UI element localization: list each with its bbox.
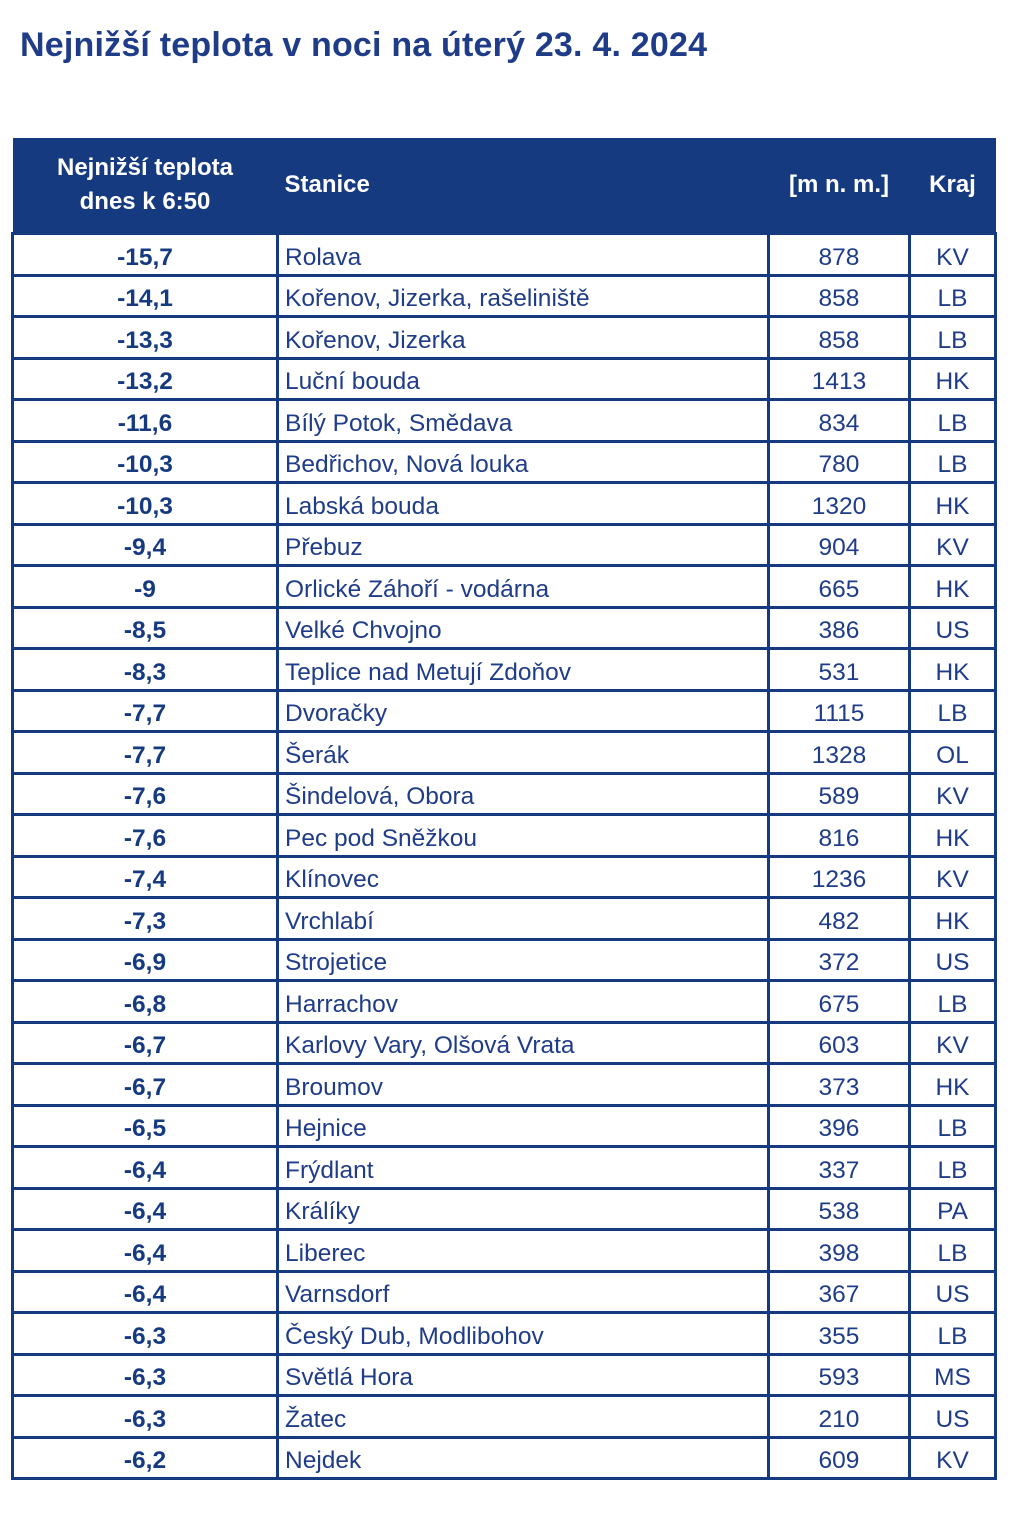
cell-temperature: -6,7: [13, 1022, 278, 1064]
cell-region: KV: [910, 856, 996, 898]
cell-region: KV: [910, 1437, 996, 1479]
table-row: [13, 1188, 996, 1230]
column-header-station: Stanice: [278, 138, 769, 234]
cell-temperature: -6,3: [13, 1354, 278, 1396]
cell-altitude: 1328: [769, 732, 910, 774]
table-row: [13, 1354, 996, 1396]
cell-altitude: 373: [769, 1064, 910, 1106]
cell-temperature: -6,4: [13, 1230, 278, 1272]
cell-temperature: -6,3: [13, 1313, 278, 1355]
column-header-region: Kraj: [910, 138, 996, 234]
table-row: [13, 441, 996, 483]
cell-region: LB: [910, 441, 996, 483]
cell-temperature: -11,6: [13, 400, 278, 442]
cell-region: HK: [910, 649, 996, 691]
cell-altitude: 386: [769, 607, 910, 649]
cell-region: HK: [910, 566, 996, 608]
table-row: [13, 1064, 996, 1106]
cell-temperature: -6,8: [13, 981, 278, 1023]
cell-altitude: 609: [769, 1437, 910, 1479]
cell-altitude: 834: [769, 400, 910, 442]
cell-station: Bílý Potok, Smědava: [278, 400, 769, 442]
cell-region: LB: [910, 400, 996, 442]
cell-temperature: -8,5: [13, 607, 278, 649]
table-row: [13, 524, 996, 566]
table-row: [13, 690, 996, 732]
cell-region: US: [910, 1396, 996, 1438]
cell-station: Harrachov: [278, 981, 769, 1023]
cell-altitude: 858: [769, 275, 910, 317]
cell-temperature: -7,6: [13, 773, 278, 815]
cell-station: Dvoračky: [278, 690, 769, 732]
cell-temperature: -7,7: [13, 732, 278, 774]
cell-station: Šerák: [278, 732, 769, 774]
column-header-temperature: [13, 138, 278, 234]
cell-altitude: 1115: [769, 690, 910, 732]
cell-altitude: 878: [769, 234, 910, 276]
cell-temperature: -6,4: [13, 1188, 278, 1230]
cell-station: Králíky: [278, 1188, 769, 1230]
cell-temperature: -7,7: [13, 690, 278, 732]
cell-altitude: 1320: [769, 483, 910, 525]
column-header-temperature-line2: dnes k 6:50: [79, 188, 211, 215]
table-row: [13, 898, 996, 940]
cell-region: LB: [910, 690, 996, 732]
cell-temperature: -6,5: [13, 1105, 278, 1147]
cell-station: Liberec: [278, 1230, 769, 1272]
column-header-temperature-line1: Nejnižší teplota: [56, 154, 234, 181]
cell-region: HK: [910, 1064, 996, 1106]
cell-station: Orlické Záhoří - vodárna: [278, 566, 769, 608]
table-row: [13, 358, 996, 400]
column-header-altitude: [m n. m.]: [769, 138, 910, 234]
cell-region: LB: [910, 981, 996, 1023]
cell-temperature: -9: [13, 566, 278, 608]
cell-temperature: -13,2: [13, 358, 278, 400]
cell-station: Šindelová, Obora: [278, 773, 769, 815]
cell-temperature: -6,9: [13, 939, 278, 981]
cell-region: LB: [910, 317, 996, 359]
cell-station: Broumov: [278, 1064, 769, 1106]
cell-station: Hejnice: [278, 1105, 769, 1147]
cell-altitude: 210: [769, 1396, 910, 1438]
cell-region: KV: [910, 234, 996, 276]
cell-altitude: 355: [769, 1313, 910, 1355]
table-row: [13, 317, 996, 359]
cell-temperature: -6,7: [13, 1064, 278, 1106]
cell-station: Varnsdorf: [278, 1271, 769, 1313]
cell-region: PA: [910, 1188, 996, 1230]
table-row: [13, 1230, 996, 1272]
table-row: [13, 275, 996, 317]
cell-station: Kořenov, Jizerka, rašeliniště: [278, 275, 769, 317]
table-row: [13, 649, 996, 691]
cell-temperature: -6,4: [13, 1147, 278, 1189]
cell-station: Karlovy Vary, Olšová Vrata: [278, 1022, 769, 1064]
cell-region: US: [910, 607, 996, 649]
cell-altitude: 398: [769, 1230, 910, 1272]
cell-station: Přebuz: [278, 524, 769, 566]
cell-altitude: 858: [769, 317, 910, 359]
cell-temperature: -7,6: [13, 815, 278, 857]
cell-temperature: -14,1: [13, 275, 278, 317]
cell-region: MS: [910, 1354, 996, 1396]
cell-temperature: -10,3: [13, 441, 278, 483]
cell-temperature: -9,4: [13, 524, 278, 566]
cell-station: Vrchlabí: [278, 898, 769, 940]
cell-altitude: 665: [769, 566, 910, 608]
table-row: [13, 981, 996, 1023]
table-row: [13, 1437, 996, 1479]
cell-altitude: 780: [769, 441, 910, 483]
table-row: [13, 815, 996, 857]
cell-station: Klínovec: [278, 856, 769, 898]
cell-region: LB: [910, 275, 996, 317]
table-row: [13, 400, 996, 442]
cell-temperature: -6,3: [13, 1396, 278, 1438]
cell-temperature: -6,4: [13, 1271, 278, 1313]
cell-region: KV: [910, 1022, 996, 1064]
cell-station: Strojetice: [278, 939, 769, 981]
table-row: [13, 607, 996, 649]
cell-station: Kořenov, Jizerka: [278, 317, 769, 359]
header-row: [13, 138, 996, 234]
cell-region: KV: [910, 773, 996, 815]
cell-region: OL: [910, 732, 996, 774]
cell-altitude: 675: [769, 981, 910, 1023]
cell-station: Labská bouda: [278, 483, 769, 525]
cell-station: Pec pod Sněžkou: [278, 815, 769, 857]
cell-temperature: -7,3: [13, 898, 278, 940]
cell-altitude: 367: [769, 1271, 910, 1313]
cell-altitude: 816: [769, 815, 910, 857]
table-body: [13, 234, 996, 1479]
cell-altitude: 372: [769, 939, 910, 981]
cell-region: HK: [910, 483, 996, 525]
cell-station: Luční bouda: [278, 358, 769, 400]
table-row: [13, 1313, 996, 1355]
table-row: [13, 773, 996, 815]
cell-altitude: 904: [769, 524, 910, 566]
cell-altitude: 603: [769, 1022, 910, 1064]
table-row: [13, 732, 996, 774]
cell-station: Nejdek: [278, 1437, 769, 1479]
cell-station: Rolava: [278, 234, 769, 276]
cell-region: US: [910, 939, 996, 981]
cell-altitude: 589: [769, 773, 910, 815]
cell-station: Světlá Hora: [278, 1354, 769, 1396]
table-row: [13, 483, 996, 525]
cell-region: HK: [910, 898, 996, 940]
table-header: [13, 138, 996, 234]
table-row: [13, 1396, 996, 1438]
cell-temperature: -7,4: [13, 856, 278, 898]
temperature-table: [11, 138, 997, 1480]
table-row: [13, 1271, 996, 1313]
cell-station: Bedřichov, Nová louka: [278, 441, 769, 483]
cell-altitude: 482: [769, 898, 910, 940]
cell-region: LB: [910, 1147, 996, 1189]
cell-region: US: [910, 1271, 996, 1313]
cell-region: HK: [910, 815, 996, 857]
cell-altitude: 337: [769, 1147, 910, 1189]
page-title: Nejnižší teplota v noci na úterý 23. 4. 2024: [20, 26, 708, 64]
table-row: [13, 566, 996, 608]
cell-altitude: 593: [769, 1354, 910, 1396]
cell-region: KV: [910, 524, 996, 566]
table-row: [13, 1022, 996, 1064]
cell-altitude: 538: [769, 1188, 910, 1230]
cell-region: LB: [910, 1230, 996, 1272]
cell-altitude: 1236: [769, 856, 910, 898]
table-row: [13, 234, 996, 276]
cell-temperature: -8,3: [13, 649, 278, 691]
cell-station: Teplice nad Metují Zdoňov: [278, 649, 769, 691]
table-row: [13, 1147, 996, 1189]
cell-altitude: 396: [769, 1105, 910, 1147]
cell-station: Frýdlant: [278, 1147, 769, 1189]
cell-temperature: -6,2: [13, 1437, 278, 1479]
cell-station: Český Dub, Modlibohov: [278, 1313, 769, 1355]
cell-region: LB: [910, 1313, 996, 1355]
cell-region: HK: [910, 358, 996, 400]
table-row: [13, 939, 996, 981]
cell-temperature: -10,3: [13, 483, 278, 525]
cell-region: LB: [910, 1105, 996, 1147]
cell-temperature: -13,3: [13, 317, 278, 359]
cell-station: Velké Chvojno: [278, 607, 769, 649]
cell-altitude: 1413: [769, 358, 910, 400]
cell-temperature: -15,7: [13, 234, 278, 276]
table-row: [13, 856, 996, 898]
table-row: [13, 1105, 996, 1147]
cell-altitude: 531: [769, 649, 910, 691]
cell-station: Žatec: [278, 1396, 769, 1438]
